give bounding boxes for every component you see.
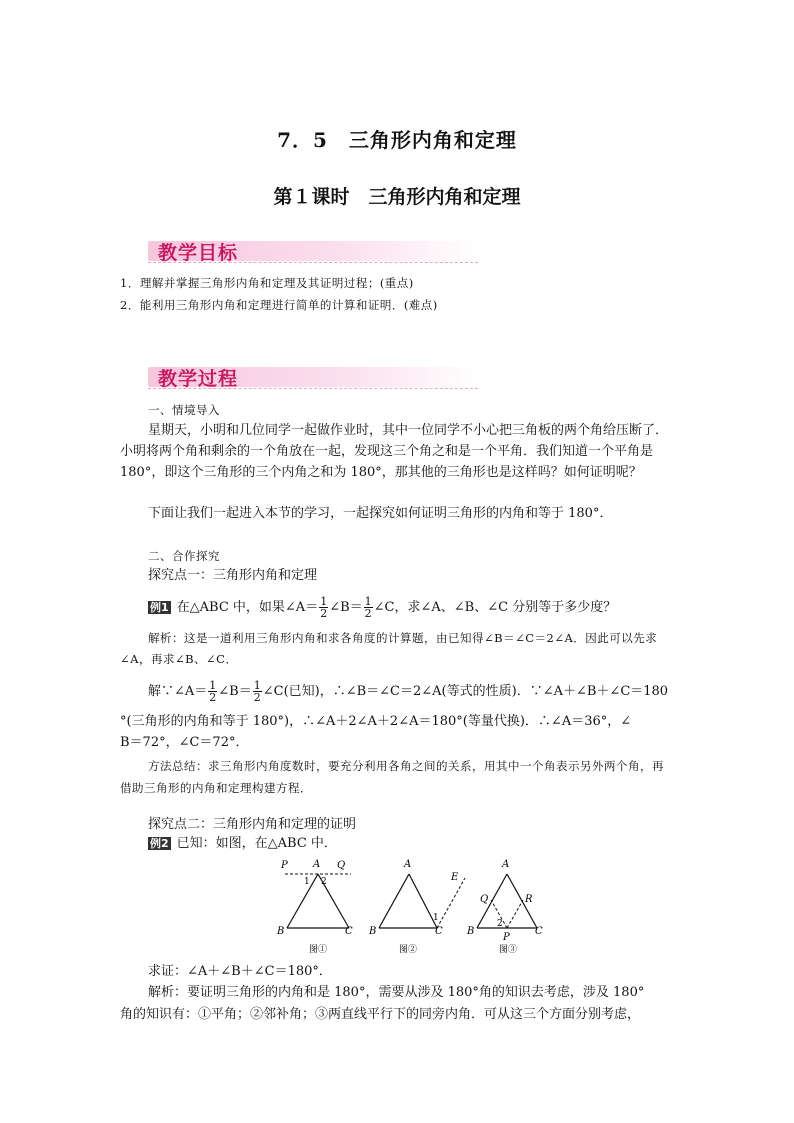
example-2-label: 例2	[150, 837, 169, 850]
label-A: A	[404, 859, 412, 870]
banner-goals-text: 教学目标	[158, 242, 239, 264]
goal-item-1: 1．理解并掌握三角形内角和定理及其证明过程；(重点)	[120, 276, 414, 290]
figure-1	[276, 859, 353, 955]
label-C: C	[345, 926, 353, 937]
example-1-label: 例1	[150, 601, 169, 614]
label-angle-1: 1	[433, 913, 439, 923]
section-title: 7．5 三角形内角和定理	[277, 128, 517, 152]
explore-point-1: 探究点一：三角形内角和定理	[148, 568, 318, 583]
label-A: A	[502, 859, 510, 870]
label-E: E	[451, 872, 459, 883]
example-1-solution-line-1: 解∵∠A＝ $\frac{1}{2}$ ∠B＝ $\frac{1}{2}$ ∠C(已知)，∴∠B＝∠C＝2∠A(等式的性质)．∵∠A＋∠B＋∠C＝180	[148, 679, 669, 704]
label-P: P	[281, 860, 288, 871]
label-R: R	[525, 894, 533, 905]
label-Q: Q	[480, 894, 489, 905]
example-1-analysis: 解析：这是一道利用三角形内角和求各角度的计算题，由已知得∠B＝∠C＝2∠A．因此可以先求∠A，再求∠B、∠C．	[120, 631, 658, 666]
figure-1-caption: 图①	[309, 945, 328, 955]
intro-paragraph-2: 下面让我们一起进入本节的学习，一起探究如何证明三角形的内角和等于 180°．	[148, 506, 613, 521]
example-2-statement: 例2 已知：如图，在△ABC 中．	[150, 836, 337, 851]
prove-statement: 求证：∠A＋∠B＋∠C＝180°．	[148, 964, 332, 979]
fraction-half: $\frac{1}{2}$	[364, 595, 372, 620]
triangle-figures	[275, 852, 565, 962]
label-A: A	[313, 859, 321, 870]
fraction-half: $\frac{1}{2}$	[320, 595, 328, 620]
intro-heading: 一、情境导入	[148, 403, 220, 417]
goal-item-2: 2．能利用三角形内角和定理进行简单的计算和证明．(难点)	[120, 298, 438, 312]
label-Q: Q	[337, 860, 346, 871]
example-2-analysis-line-1: 解析：要证明三角形的内角和是 180°，需要从涉及 180°角的知识去考虑，涉及 180°	[148, 985, 645, 1000]
intro-paragraph-1: 星期天，小明和几位同学一起做作业时，其中一位同学不小心把三角板的两个角给压断了．小明将两个角和剩余的一个角放在一起，发现这三个角之和是一个平角．我们知道一个平角是 180°，即这个三角形的三个内角之和为 180°，那其他的三角形也是这样吗？如何证明呢？	[120, 423, 669, 480]
banner-process-text: 教学过程	[158, 368, 239, 390]
example-1-solution-line-2: °(三角形的内角和等于 180°)，∴∠A＋2∠A＋2∠A＝180°(等量代换)．∴∠A＝36°，∠	[120, 714, 632, 729]
figure-3	[466, 859, 543, 955]
label-B: B	[467, 926, 475, 937]
figure-2-caption: 图②	[399, 945, 418, 955]
label-angle-2: 2	[497, 919, 503, 929]
label-angle-1: 1	[304, 877, 310, 887]
label-C: C	[435, 926, 443, 937]
label-B: B	[369, 926, 377, 937]
explore-heading: 二、合作探究	[148, 549, 220, 563]
example-1-solution-line-3: B＝72°，∠C＝72°．	[120, 735, 249, 750]
example-1-question: 例1 在△ABC 中，如果∠A＝ $\frac{1}{2}$ ∠B＝ $\frac{1}{2}$ ∠C，求∠A、∠B、∠C 分别等于多少度？	[150, 595, 617, 620]
lesson-title: 第１课时 三角形内角和定理	[273, 186, 521, 208]
label-B: B	[277, 926, 285, 937]
method-summary: 方法总结：求三角形内角度数时，要充分利用各角之间的关系，用其中一个角表示另外两个角，再借助三角形的内角和定理构建方程．	[120, 759, 664, 795]
fraction-half: $\frac{1}{2}$	[253, 679, 261, 704]
example-2-analysis-line-2: 角的知识有：①平角；②邻补角；③两直线平行下的同旁内角．可从这三个方面分别考虑，	[120, 1007, 641, 1022]
label-angle-2: 2	[321, 877, 327, 887]
label-C: C	[535, 926, 543, 937]
banner-teaching-goals	[148, 238, 478, 264]
banner-teaching-process	[148, 364, 478, 390]
figure-3-caption: 图③	[499, 945, 518, 955]
figure-2	[368, 859, 465, 955]
label-P: P	[503, 932, 510, 943]
fraction-half: $\frac{1}{2}$	[209, 679, 217, 704]
explore-point-2: 探究点二：三角形内角和定理的证明	[148, 817, 357, 832]
